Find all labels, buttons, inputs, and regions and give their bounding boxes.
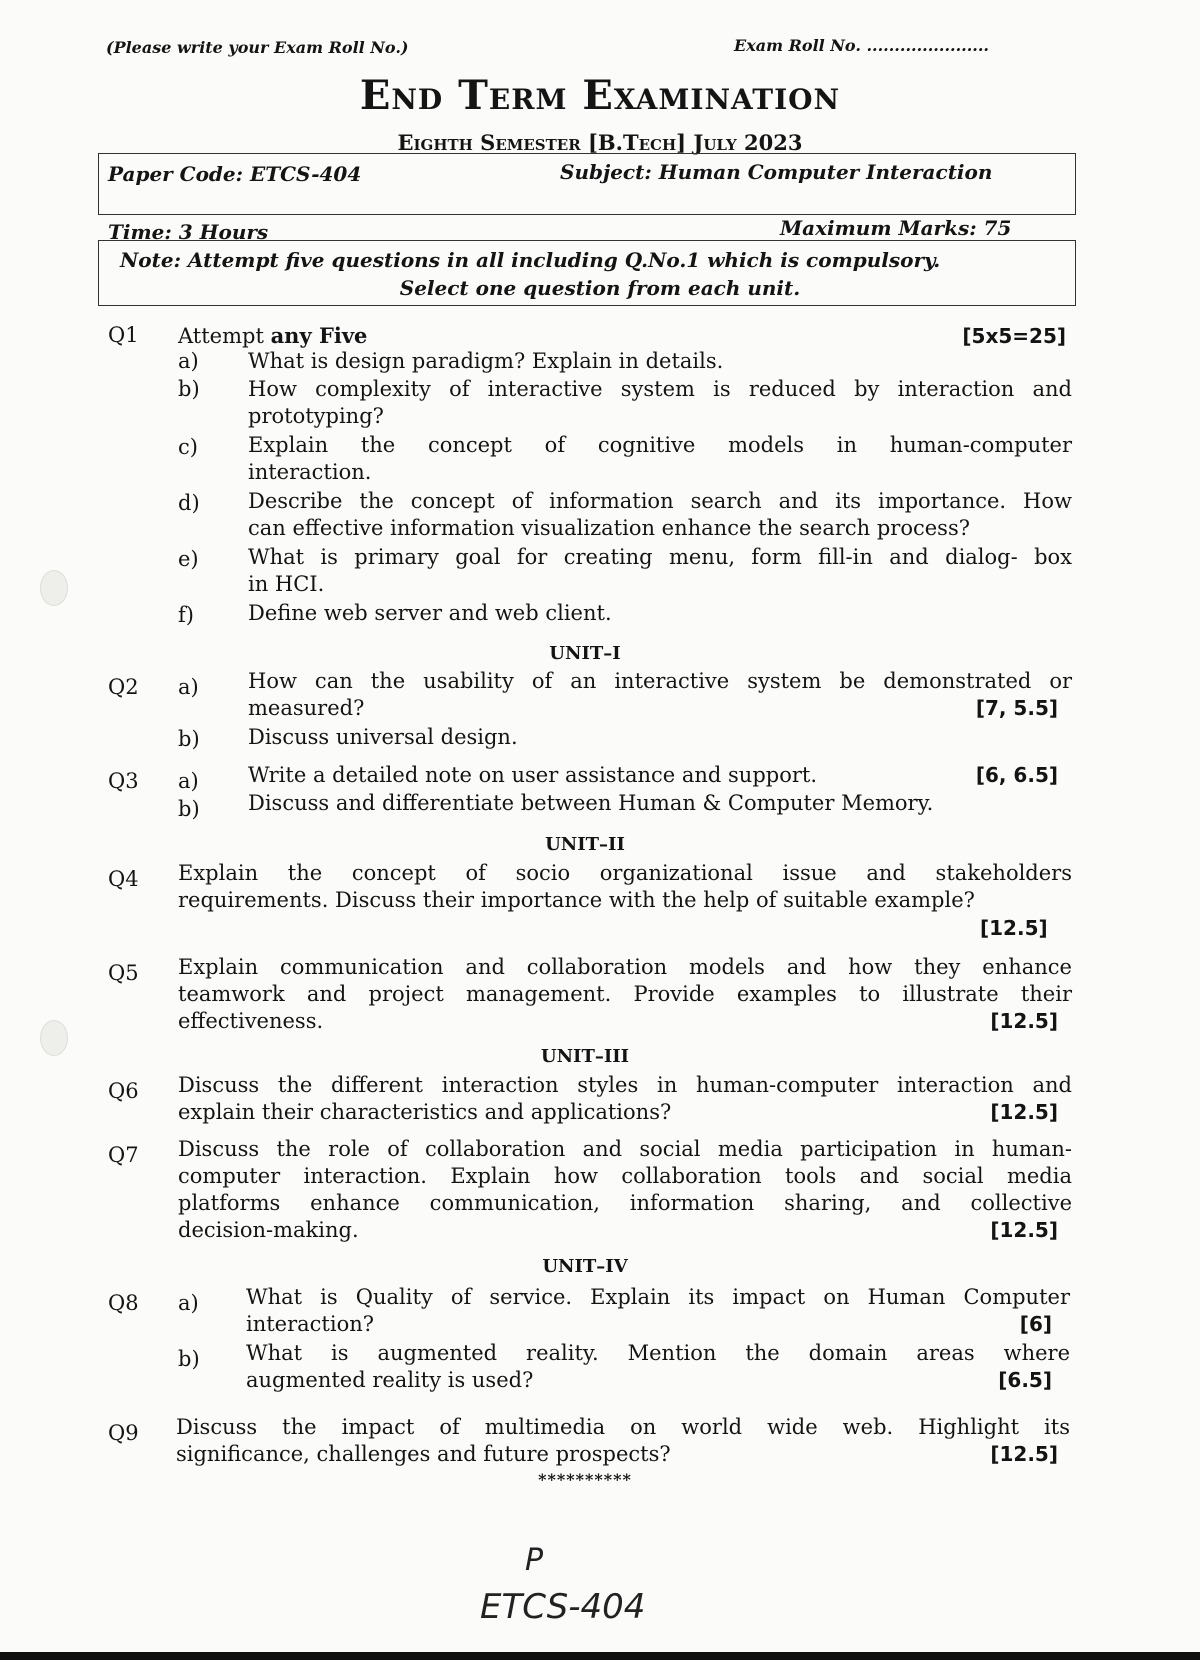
question-text: Discuss the different interaction styles in human-computer interaction and (178, 1073, 1072, 1097)
question-number: Q9 (108, 1421, 139, 1445)
question-text: computer interaction. Explain how collaboration tools and social media (178, 1164, 1072, 1188)
question-text: platforms enhance communication, information sharing, and collective (178, 1191, 1072, 1215)
part-label: b) (178, 797, 200, 821)
question-5-marks: [12.5] (990, 1009, 1058, 1033)
question-number: Q8 (108, 1291, 139, 1315)
question-number: Q1 (108, 323, 139, 347)
part-label: f) (178, 603, 194, 627)
question-text: teamwork and project management. Provide examples to illustrate their (178, 982, 1072, 1006)
question-8b-marks: [6.5] (998, 1368, 1052, 1392)
handwritten-annotation (480, 1540, 680, 1630)
question-number: Q2 (108, 675, 139, 699)
part-label: c) (178, 435, 198, 459)
question-9-last-line (176, 1441, 1058, 1468)
part-text: What is design paradigm? Explain in details. (248, 349, 724, 373)
part-text: What is Quality of service. Explain its impact on Human Computer (246, 1285, 1070, 1309)
exam-title: End Term Examination (359, 72, 841, 119)
question-text: Discuss the impact of multimedia on world wide web. Highlight its (176, 1415, 1070, 1439)
question-number: Q4 (108, 867, 139, 891)
part-text: Explain the concept of cognitive models in human-computer (248, 433, 1072, 457)
roll-number-field: Exam Roll No. ...................... (734, 36, 989, 55)
question-text: Explain the concept of socio organizational issue and stakeholders (178, 861, 1072, 885)
question-text: Discuss the role of collaboration and social media participation in human- (178, 1137, 1072, 1161)
part-text: Define web server and web client. (248, 601, 612, 625)
roll-number-prompt: (Please write your Exam Roll No.) (106, 38, 409, 57)
part-label: b) (178, 377, 200, 401)
question-2-line (248, 695, 1058, 722)
question-3-marks: [6, 6.5] (975, 763, 1058, 787)
part-text: Discuss universal design. (248, 725, 518, 749)
part-text: can effective information visualization enhance the search process? (248, 516, 970, 540)
part-label: e) (178, 547, 199, 571)
question-text: explain their characteristics and applications? (178, 1100, 672, 1124)
question-number: Q6 (108, 1079, 139, 1103)
question-7-marks: [12.5] (990, 1218, 1058, 1242)
question-7-last-line (178, 1217, 1058, 1244)
paper-code: Paper Code: ETCS-404 (108, 162, 362, 186)
part-label: a) (178, 675, 199, 699)
semester-line: Eighth Semester [B.Tech] July 2023 (397, 130, 803, 155)
part-label: a) (178, 769, 199, 793)
part-label: b) (178, 1347, 200, 1371)
part-text: How can the usability of an interactive system be demonstrated or (248, 669, 1072, 693)
note-line-1: Note: Attempt five questions in all including Q.No.1 which is compulsory. (120, 248, 941, 272)
part-text: prototyping? (248, 404, 384, 428)
part-text: Write a detailed note on user assistance and support. (248, 763, 817, 787)
handwritten-code: ETCS-404 (480, 1587, 646, 1627)
question-text: Explain communication and collaboration models and how they enhance (178, 955, 1072, 979)
question-number: Q5 (108, 961, 139, 985)
question-8b-last-line (246, 1367, 1052, 1394)
unit-heading: UNIT–IV (542, 1256, 628, 1277)
part-text: Discuss and differentiate between Human & Computer Memory. (248, 791, 934, 815)
question-5-last-line (178, 1008, 1058, 1035)
unit-heading: UNIT–I (549, 643, 621, 664)
part-text: interaction? (246, 1312, 375, 1336)
part-text: augmented reality is used? (246, 1368, 534, 1392)
unit-heading: UNIT–II (545, 834, 625, 855)
question-6-last-line (178, 1099, 1058, 1126)
part-text: Describe the concept of information search and its importance. How (248, 489, 1072, 513)
question-8a-marks: [6] (1019, 1312, 1052, 1336)
part-label: a) (178, 349, 199, 373)
punch-hole (40, 570, 68, 606)
question-text: effectiveness. (178, 1009, 324, 1033)
question-1-heading (178, 322, 1066, 350)
part-text: interaction. (248, 460, 372, 484)
question-text: significance, challenges and future prospects? (176, 1442, 671, 1466)
question-4-marks: [12.5] (980, 916, 1048, 940)
question-2-marks: [7, 5.5] (975, 696, 1058, 720)
handwritten-mark: P (525, 1543, 544, 1578)
question-6-marks: [12.5] (990, 1100, 1058, 1124)
question-9-marks: [12.5] (990, 1442, 1058, 1466)
question-text: requirements. Discuss their importance with the help of suitable example? (178, 888, 975, 912)
unit-heading: UNIT–III (540, 1046, 630, 1067)
question-number: Q7 (108, 1143, 139, 1167)
part-label: d) (178, 491, 200, 515)
time-allowed: Time: 3 Hours (108, 220, 269, 244)
maximum-marks: Maximum Marks: 75 (780, 216, 1012, 240)
scan-bottom-edge (0, 1652, 1200, 1660)
part-text: How complexity of interactive system is reduced by interaction and (248, 377, 1072, 401)
question-1-marks: [5x5=25] (962, 324, 1066, 348)
part-label: b) (178, 727, 200, 751)
question-3-line (248, 762, 1058, 789)
part-text: in HCI. (248, 572, 325, 596)
part-text: What is augmented reality. Mention the domain areas where (246, 1341, 1070, 1365)
question-1-intro: Attempt any Five (178, 323, 368, 348)
part-text: measured? (248, 696, 365, 720)
punch-hole (40, 1020, 68, 1056)
part-text: What is primary goal for creating menu, form fill-in and dialog- box (248, 545, 1072, 569)
end-of-paper-stars: ********** (538, 1470, 632, 1489)
subject: Subject: Human Computer Interaction (560, 160, 993, 184)
question-8a-last-line (246, 1311, 1052, 1338)
question-number: Q3 (108, 769, 139, 793)
note-line-2: Select one question from each unit. (399, 276, 801, 300)
part-label: a) (178, 1291, 199, 1315)
question-text: decision-making. (178, 1218, 359, 1242)
